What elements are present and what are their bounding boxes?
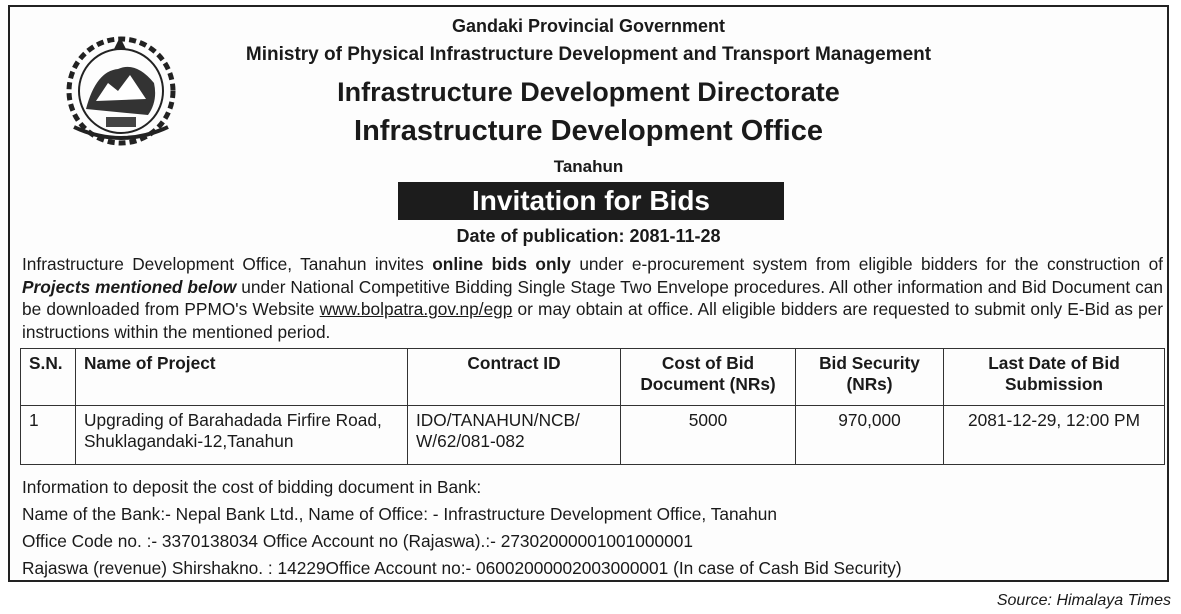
header-location: Tanahun bbox=[553, 157, 624, 176]
table-row bbox=[21, 406, 1165, 465]
body-text-4: or may obtain at office. All eligible bidders are requested to submit only E-Bid as per instructions within the mentioned period. bbox=[22, 299, 1163, 342]
body-text-2: under e-procurement system from eligible bidders for the construction of bbox=[570, 254, 1163, 274]
cell-cost: 5000 bbox=[621, 406, 796, 465]
header-government: Gandaki Provincial Government bbox=[451, 16, 726, 36]
header-cost: Cost of Bid Document (NRs) bbox=[621, 349, 796, 406]
cell-sn: 1 bbox=[21, 406, 76, 465]
table-header-row bbox=[21, 349, 1165, 406]
header-contract-id: Contract ID bbox=[408, 349, 621, 406]
body-text-1: Infrastructure Development Office, Tanahun invites bbox=[22, 254, 433, 274]
bank-info-heading: Information to deposit the cost of bidding document in Bank: bbox=[22, 477, 482, 497]
body-text-3: under National Competitive Bidding Single Stage Two Envelope procedures. All other information and Bid Document can be downloaded from PPMO's Website bbox=[22, 276, 1163, 319]
body-text-projects: Projects mentioned below bbox=[22, 276, 237, 297]
header-directorate: Infrastructure Development Directorate bbox=[337, 77, 840, 107]
bank-info-revenue: Rajaswa (revenue) Shirshakno. : 14229Office Account no:- 06002000002003000001 (In case of Cash Bid Security) bbox=[22, 558, 902, 578]
cell-security: 970,000 bbox=[796, 406, 944, 465]
bank-info-office-code: Office Code no. :- 3370138034 Office Account no (Rajaswa).:- 27302000001001000001 bbox=[22, 531, 693, 551]
header-last-date: Last Date of Bid Submission bbox=[944, 349, 1165, 406]
notice-body bbox=[22, 253, 1163, 343]
bolpatra-link[interactable]: www.bolpatra.gov.np/egp bbox=[319, 299, 513, 319]
header-ministry: Ministry of Physical Infrastructure Development and Transport Management bbox=[245, 44, 932, 65]
bids-table bbox=[20, 348, 1165, 465]
header-office: Infrastructure Development Office bbox=[354, 115, 823, 147]
header-security: Bid Security (NRs) bbox=[796, 349, 944, 406]
cell-contract-id: IDO/TANAHUN/NCB/ W/62/081-082 bbox=[408, 406, 621, 465]
notice-title-banner: Invitation for Bids bbox=[398, 182, 784, 220]
header-sn: S.N. bbox=[21, 349, 76, 406]
bank-info-name: Name of the Bank:- Nepal Bank Ltd., Name of Office: - Infrastructure Development Office, Tanahun bbox=[22, 504, 777, 524]
source-credit: Source: Himalaya Times bbox=[996, 592, 1171, 609]
publication-date: Date of publication: 2081-11-28 bbox=[456, 226, 721, 246]
body-text-online-bids: online bids only bbox=[432, 254, 571, 274]
cell-last-date: 2081-12-29, 12:00 PM bbox=[944, 406, 1165, 465]
bid-notice bbox=[8, 5, 1169, 582]
cell-project-name: Upgrading of Barahadada Firfire Road, Shuklagandaki-12,Tanahun bbox=[76, 406, 408, 465]
header-project-name: Name of Project bbox=[76, 349, 408, 406]
